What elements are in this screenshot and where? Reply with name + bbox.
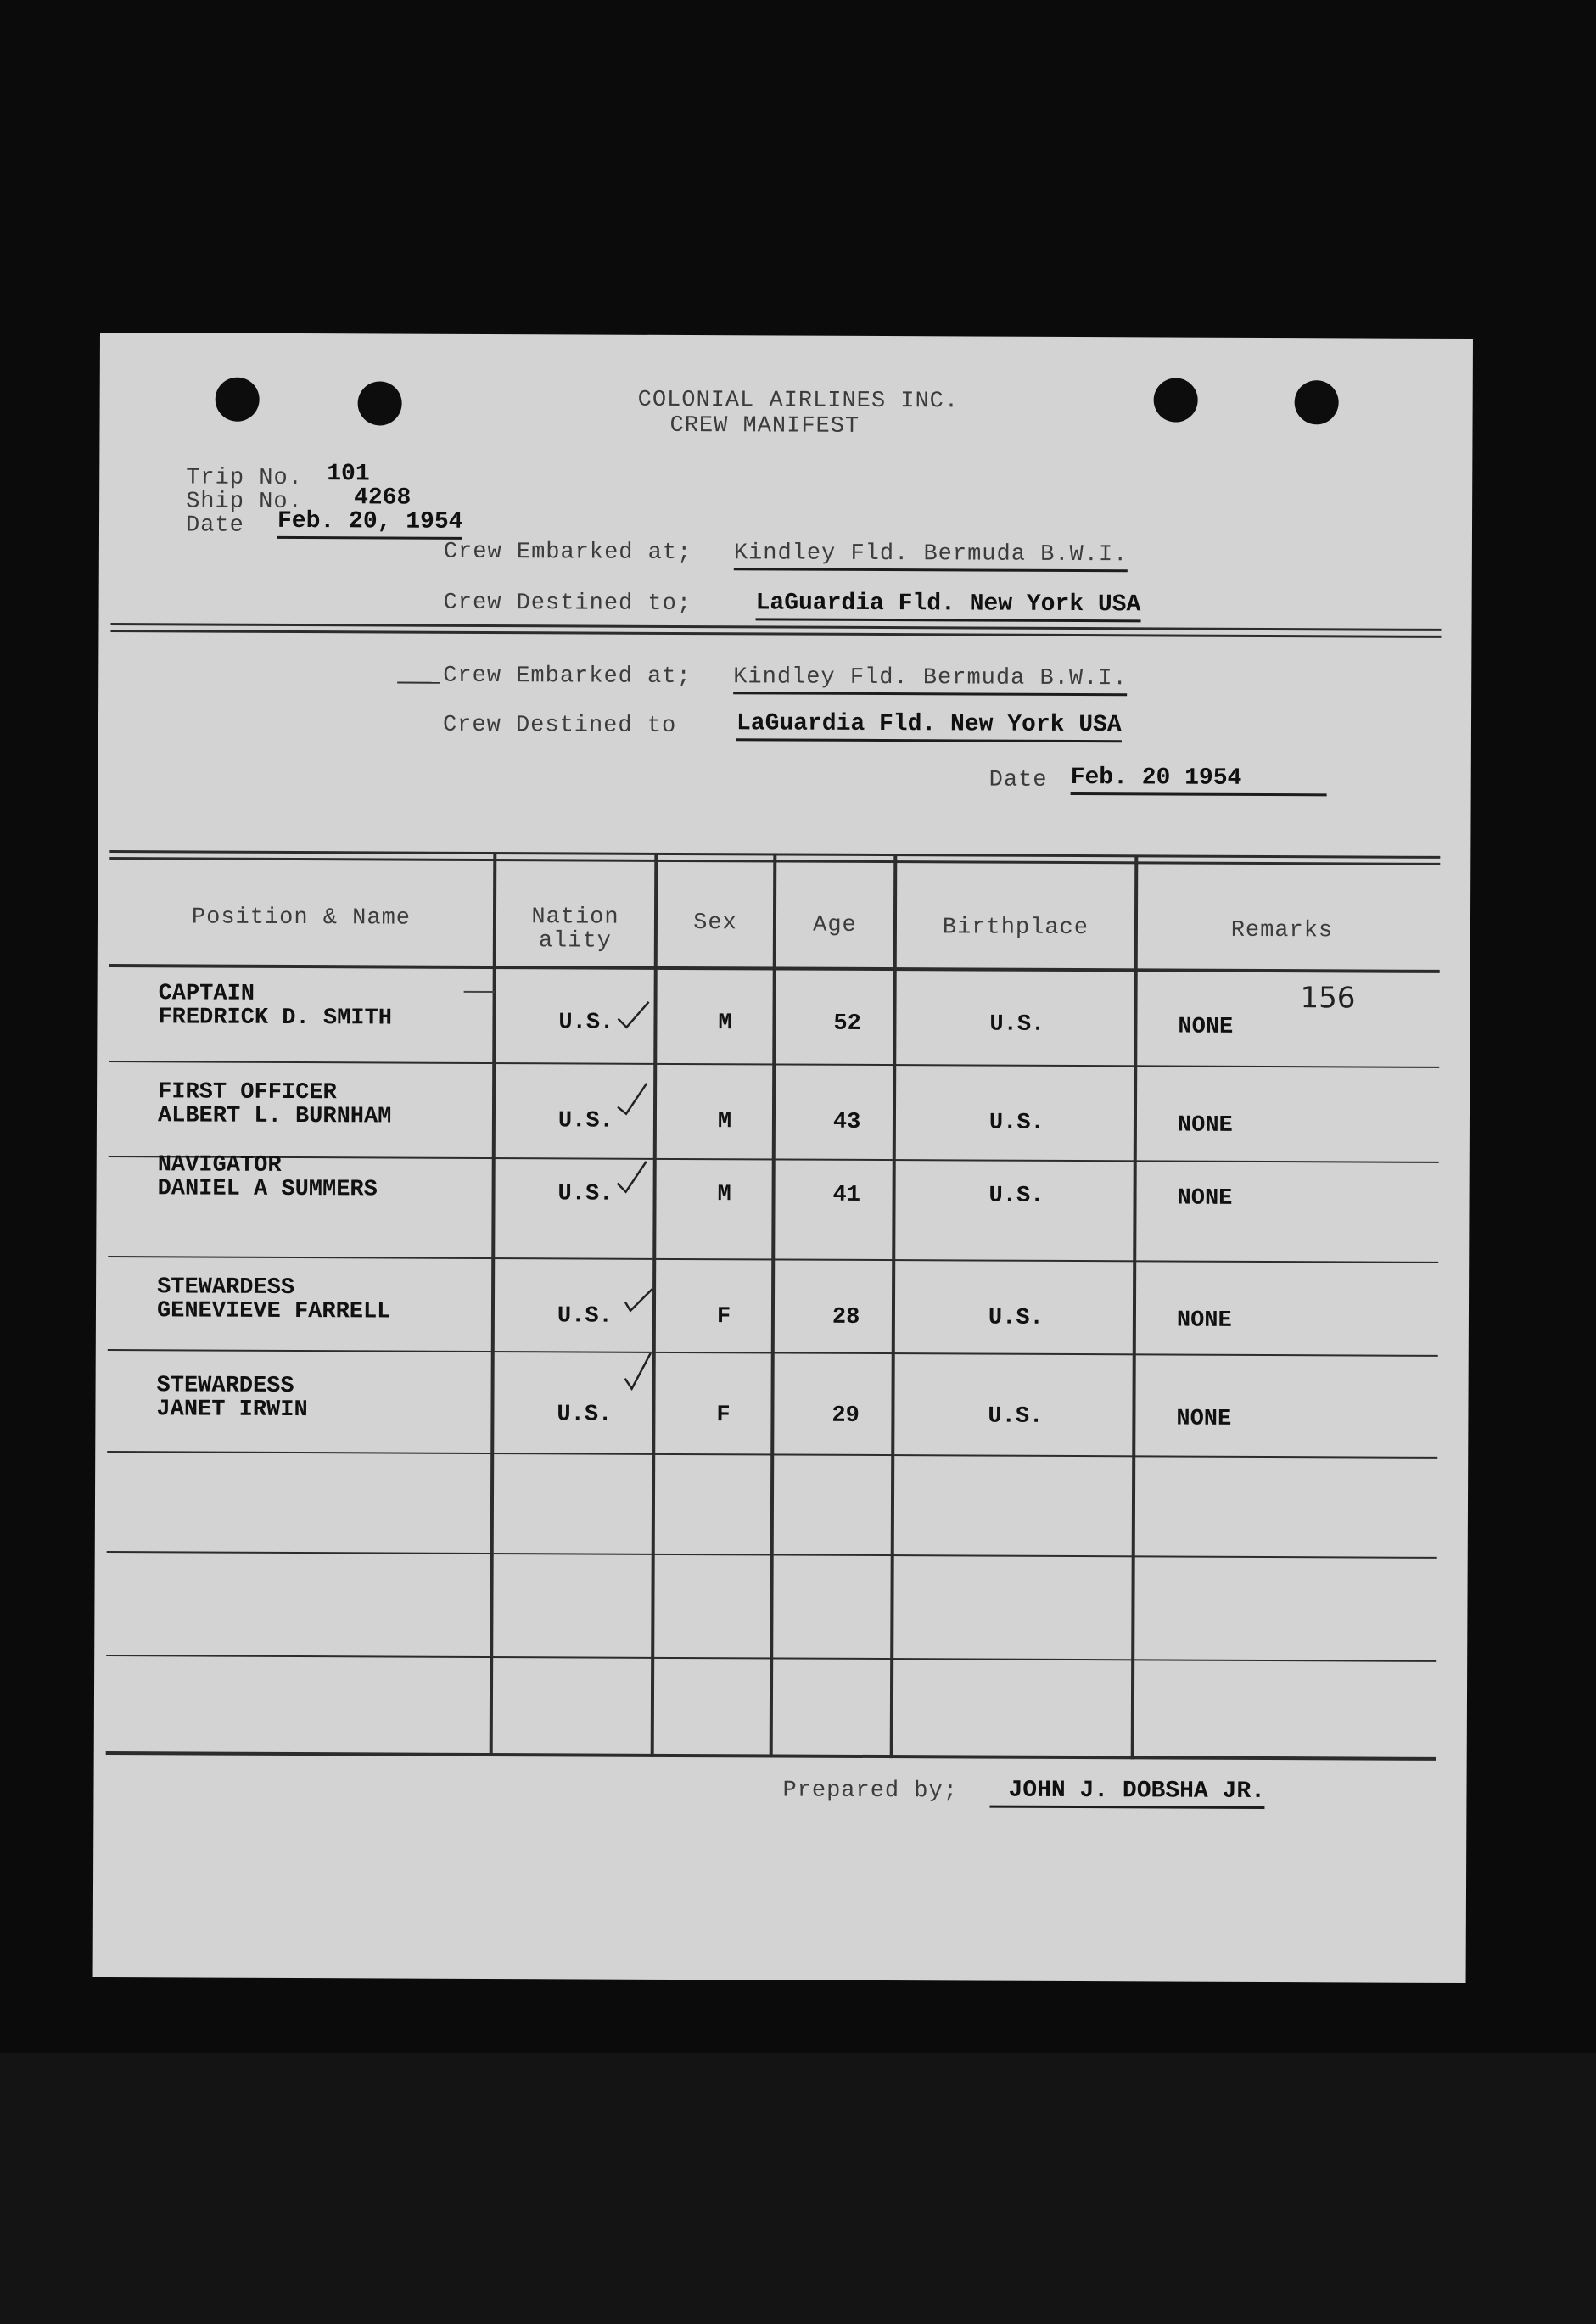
scanner-background [0, 2053, 1596, 2324]
prepared-by-label: Prepared by; [782, 1778, 959, 1805]
column-divider [1131, 856, 1139, 1759]
crew-birthplace: U.S. [988, 1403, 1044, 1430]
trip-label: Trip No. [186, 465, 303, 492]
check-mark-icon [622, 1353, 656, 1391]
crew-sex: F [716, 1403, 731, 1429]
dash-mark [464, 991, 495, 993]
crew-age: 52 [833, 1011, 861, 1037]
crew-remarks: NONE [1177, 1185, 1233, 1212]
column-header-position: Position & Name [191, 904, 412, 932]
crew-nationality: U.S. [558, 1010, 614, 1036]
destined-label-2: Crew Destined to [442, 712, 677, 739]
column-header-remarks: Remarks [1230, 917, 1334, 944]
date-value: Feb. 20, 1954 [277, 508, 463, 540]
column-divider [490, 854, 497, 1756]
column-header-age: Age [813, 912, 857, 938]
crew-name: DANIEL A SUMMERS [157, 1176, 378, 1203]
column-header-birthplace: Birthplace [942, 915, 1089, 942]
embarked-label-2: Crew Embarked at; [443, 663, 692, 691]
crew-age: 28 [832, 1304, 860, 1330]
crew-age: 41 [832, 1182, 861, 1208]
crew-position: CAPTAIN [158, 981, 255, 1007]
punch-hole [216, 378, 260, 422]
crew-nationality: U.S. [557, 1303, 613, 1330]
crew-remarks: NONE [1176, 1308, 1232, 1334]
ship-label: Ship No. [186, 489, 303, 516]
crew-nationality: U.S. [557, 1181, 613, 1207]
destined-value-2: LaGuardia Fld. New York USA [736, 710, 1122, 742]
crew-name: JANET IRWIN [156, 1397, 308, 1424]
column-divider [890, 855, 898, 1758]
column-divider [770, 854, 777, 1757]
punch-hole [1154, 378, 1198, 422]
crew-name: GENEVIEVE FARRELL [156, 1298, 391, 1325]
crew-position: NAVIGATOR [157, 1152, 282, 1179]
crew-age: 29 [832, 1403, 860, 1429]
check-mark-icon [616, 1158, 650, 1196]
destined-value: LaGuardia Fld. New York USA [756, 590, 1141, 622]
ship-value: 4268 [354, 484, 412, 512]
crew-birthplace: U.S. [988, 1305, 1044, 1331]
embarked-value-2: Kindley Fld. Bermuda B.W.I. [733, 664, 1128, 696]
column-header-nationality-2: ality [538, 928, 612, 955]
check-mark-icon [616, 995, 650, 1033]
date-value-2: Feb. 20 1954 [1071, 764, 1327, 796]
crew-nationality: U.S. [557, 1402, 613, 1428]
crew-age: 43 [832, 1109, 861, 1135]
crew-position: STEWARDESS [156, 1373, 294, 1400]
divider [110, 630, 1441, 638]
crew-sex: M [717, 1109, 732, 1135]
crew-manifest-page [93, 333, 1473, 1983]
crew-nationality: U.S. [557, 1108, 613, 1134]
crew-position: STEWARDESS [157, 1274, 295, 1302]
crew-birthplace: U.S. [988, 1183, 1044, 1209]
crew-position: FIRST OFFICER [158, 1079, 337, 1106]
check-mark-icon [616, 1082, 650, 1119]
column-header-nationality: Nation [531, 904, 619, 931]
crew-birthplace: U.S. [989, 1011, 1045, 1038]
check-mark-icon [622, 1282, 656, 1319]
embarked-label: Crew Embarked at; [443, 539, 692, 567]
company-name: COLONIAL AIRLINES INC. [637, 387, 960, 415]
destined-label: Crew Destined to; [443, 590, 692, 618]
crew-sex: F [716, 1304, 731, 1330]
crew-remarks: NONE [1176, 1406, 1232, 1432]
crew-remarks: NONE [1177, 1112, 1233, 1139]
blank-line [397, 682, 440, 684]
crew-name: ALBERT L. BURNHAM [157, 1103, 392, 1130]
embarked-value: Kindley Fld. Bermuda B.W.I. [734, 540, 1128, 572]
punch-hole [358, 381, 402, 425]
date-label: Date [185, 512, 244, 539]
prepared-by-value: JOHN J. DOBSHA JR. [989, 1778, 1265, 1809]
column-header-sex: Sex [693, 910, 737, 937]
punch-hole [1295, 380, 1339, 424]
trip-value: 101 [327, 461, 370, 488]
stamp-number: 156 [1300, 981, 1356, 1016]
crew-sex: M [718, 1011, 732, 1037]
crew-birthplace: U.S. [988, 1110, 1044, 1136]
crew-remarks: NONE [1178, 1014, 1234, 1040]
crew-sex: M [717, 1182, 731, 1208]
crew-name: FREDRICK D. SMITH [158, 1005, 392, 1032]
form-title: CREW MANIFEST [669, 412, 860, 440]
date-label-2: Date [988, 767, 1048, 793]
